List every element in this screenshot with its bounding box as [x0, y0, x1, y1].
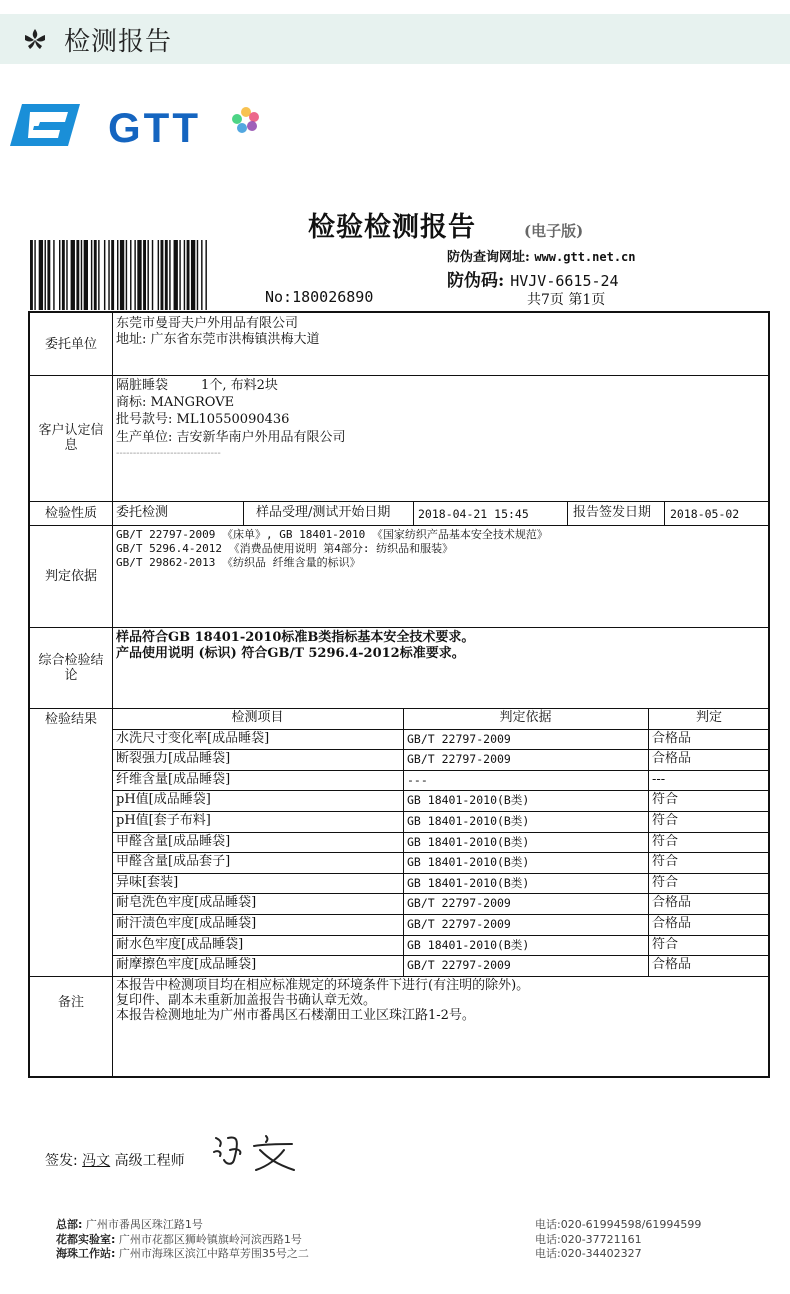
- results-cell: 符合: [652, 813, 679, 828]
- results-cell: 符合: [652, 937, 679, 952]
- results-cell: 纤维含量[成品睡袋]: [116, 772, 231, 787]
- signer-title: 高级工程师: [114, 1153, 185, 1169]
- results-cell: 耐水色牢度[成品睡袋]: [116, 937, 244, 952]
- start-date-label: 样品受理/测试开始日期: [256, 505, 391, 520]
- results-cell: pH值[成品睡袋]: [116, 792, 211, 807]
- results-cell: 合格品: [652, 751, 692, 766]
- results-cell: GB 18401-2010(B类): [407, 855, 530, 869]
- page-count: 共7页 第1页: [527, 292, 606, 308]
- results-cell: ---: [652, 772, 666, 787]
- results-cell: GB/T 22797-2009: [407, 732, 511, 746]
- remarks-line2: 复印件、副本未重新加盖报告书确认章无效。: [116, 993, 377, 1008]
- results-cell: GB/T 22797-2009: [407, 896, 511, 910]
- results-cell: 符合: [652, 854, 679, 869]
- signer-name: 冯文: [82, 1153, 111, 1169]
- results-cell: 符合: [652, 792, 679, 807]
- customer-info-label: 客户认定信息: [38, 423, 104, 453]
- basis-label: 判定依据: [44, 569, 97, 584]
- basis-line1: GB/T 22797-2009 《床单》, GB 18401-2010 《国家纺织产品基本安全技术规范》: [116, 528, 548, 541]
- footer-huadu: 花都实验室: 广州市花都区狮岭镇旗岭河滨西路1号: [56, 1232, 302, 1246]
- report-table: [28, 311, 770, 1078]
- customer-info-batch: 批号款号: ML10550090436: [116, 412, 290, 427]
- results-cell: GB/T 22797-2009: [407, 752, 511, 766]
- results-cell: 合格品: [652, 957, 692, 972]
- results-cell: 水洗尺寸变化率[成品睡袋]: [116, 731, 270, 746]
- remarks-line1: 本报告中检测项目均在相应标准规定的环境条件下进行(有注明的除外)。: [116, 978, 530, 993]
- results-cell: 合格品: [652, 916, 692, 931]
- edition-label: (电子版): [524, 222, 584, 240]
- results-cell: pH值[套子布料]: [116, 813, 211, 828]
- footer-huadu-phone: 电话:020-37721161: [535, 1232, 642, 1246]
- results-cell: ---: [407, 773, 428, 787]
- footer-addresses: [56, 1218, 309, 1262]
- anti-fake-url: 防伪查询网址: www.gtt.net.cn: [447, 250, 636, 265]
- start-date-value: 2018-04-21 15:45: [418, 507, 529, 521]
- results-header-0: 检测项目: [231, 710, 284, 725]
- customer-info-line1: 隔脏睡袋 1个, 布料2块: [116, 378, 278, 393]
- anti-fake-code: 防伪码: HVJV-6615-24: [447, 271, 619, 291]
- results-cell: 甲醛含量[成品套子]: [116, 854, 231, 869]
- results-cell: 合格品: [652, 731, 692, 746]
- remarks-line3: 本报告检测地址为广州市番禺区石楼潮田工业区珠江路1-2号。: [116, 1008, 475, 1023]
- basis-line2: GB/T 5296.4-2012 《消费品使用说明 第4部分: 纺织品和服装》: [116, 542, 454, 555]
- signoff-label: 签发:: [45, 1153, 78, 1169]
- results-cell: 异味[套装]: [116, 875, 179, 890]
- logo-text: GTT: [108, 104, 201, 151]
- results-cell: 合格品: [652, 895, 692, 910]
- sign-date-label: 报告签发日期: [573, 505, 652, 520]
- results-cell: GB 18401-2010(B类): [407, 938, 530, 952]
- nature-value: 委托检测: [116, 505, 169, 520]
- results-cell: GB 18401-2010(B类): [407, 835, 530, 849]
- sign-date-value: 2018-05-02: [670, 507, 740, 521]
- flower-icon: [22, 26, 48, 52]
- footer-hq: 总部: 广州市番禺区珠江路1号: [56, 1218, 203, 1231]
- results-cell: 耐皂洗色牢度[成品睡袋]: [116, 895, 257, 910]
- basis-line3: GB/T 29862-2013 《纺织品 纤维含量的标识》: [116, 556, 361, 569]
- results-cell: 符合: [652, 834, 679, 849]
- results-cell: GB 18401-2010(B类): [407, 793, 530, 807]
- conclusion-label: 综合检验结论: [38, 653, 104, 683]
- client-label: 委托单位: [44, 337, 97, 352]
- gtt-logo: [8, 98, 278, 156]
- footer-phones: [535, 1218, 701, 1262]
- customer-info-trademark: 商标: MANGROVE: [116, 395, 235, 410]
- conclusion-line1: 样品符合GB 18401-2010标准B类指标基本安全技术要求。: [116, 630, 475, 645]
- footer-haizhu-phone: 电话:020-34402327: [535, 1247, 642, 1260]
- footer-haizhu: 海珠工作站: 广州市海珠区滨江中路草芳围35号之二: [56, 1247, 309, 1260]
- results-cell: 耐摩擦色牢度[成品睡袋]: [116, 957, 257, 972]
- customer-info-producer: 生产单位: 吉安新华南户外用品有限公司: [116, 430, 346, 445]
- results-cell: 耐汗渍色牢度[成品睡袋]: [116, 916, 257, 931]
- client-address: 地址: 广东省东莞市洪梅镇洪梅大道: [116, 332, 320, 347]
- results-cell: GB 18401-2010(B类): [407, 814, 530, 828]
- results-cell: 符合: [652, 875, 679, 890]
- results-cell: 断裂强力[成品睡袋]: [116, 751, 231, 766]
- results-cell: GB/T 22797-2009: [407, 917, 511, 931]
- client-name: 东莞市曼哥夫户外用品有限公司: [116, 316, 299, 331]
- conclusion-line2: 产品使用说明 (标识) 符合GB/T 5296.4-2012标准要求。: [116, 646, 465, 661]
- page-banner: [0, 14, 790, 64]
- results-cell: GB/T 22797-2009: [407, 958, 511, 972]
- barcode: [30, 240, 262, 310]
- results-header-1: 判定依据: [499, 710, 552, 725]
- results-header-2: 判定: [695, 710, 722, 725]
- results-cell: 甲醛含量[成品睡袋]: [116, 834, 231, 849]
- results-cell: GB 18401-2010(B类): [407, 876, 530, 890]
- report-number: No:180026890: [265, 288, 374, 306]
- footer-hq-phone: 电话:020-61994598/61994599: [535, 1218, 702, 1231]
- results-label: 检验结果: [44, 712, 97, 727]
- nature-label: 检验性质: [44, 506, 97, 521]
- report-title: 检验检测报告: [308, 212, 476, 243]
- customer-info-divider: -------------------------------: [116, 448, 221, 459]
- remarks-label: 备注: [57, 995, 84, 1010]
- banner-title: 检测报告: [64, 26, 173, 57]
- signoff: [45, 1150, 185, 1170]
- handwritten-signature: [206, 1130, 306, 1174]
